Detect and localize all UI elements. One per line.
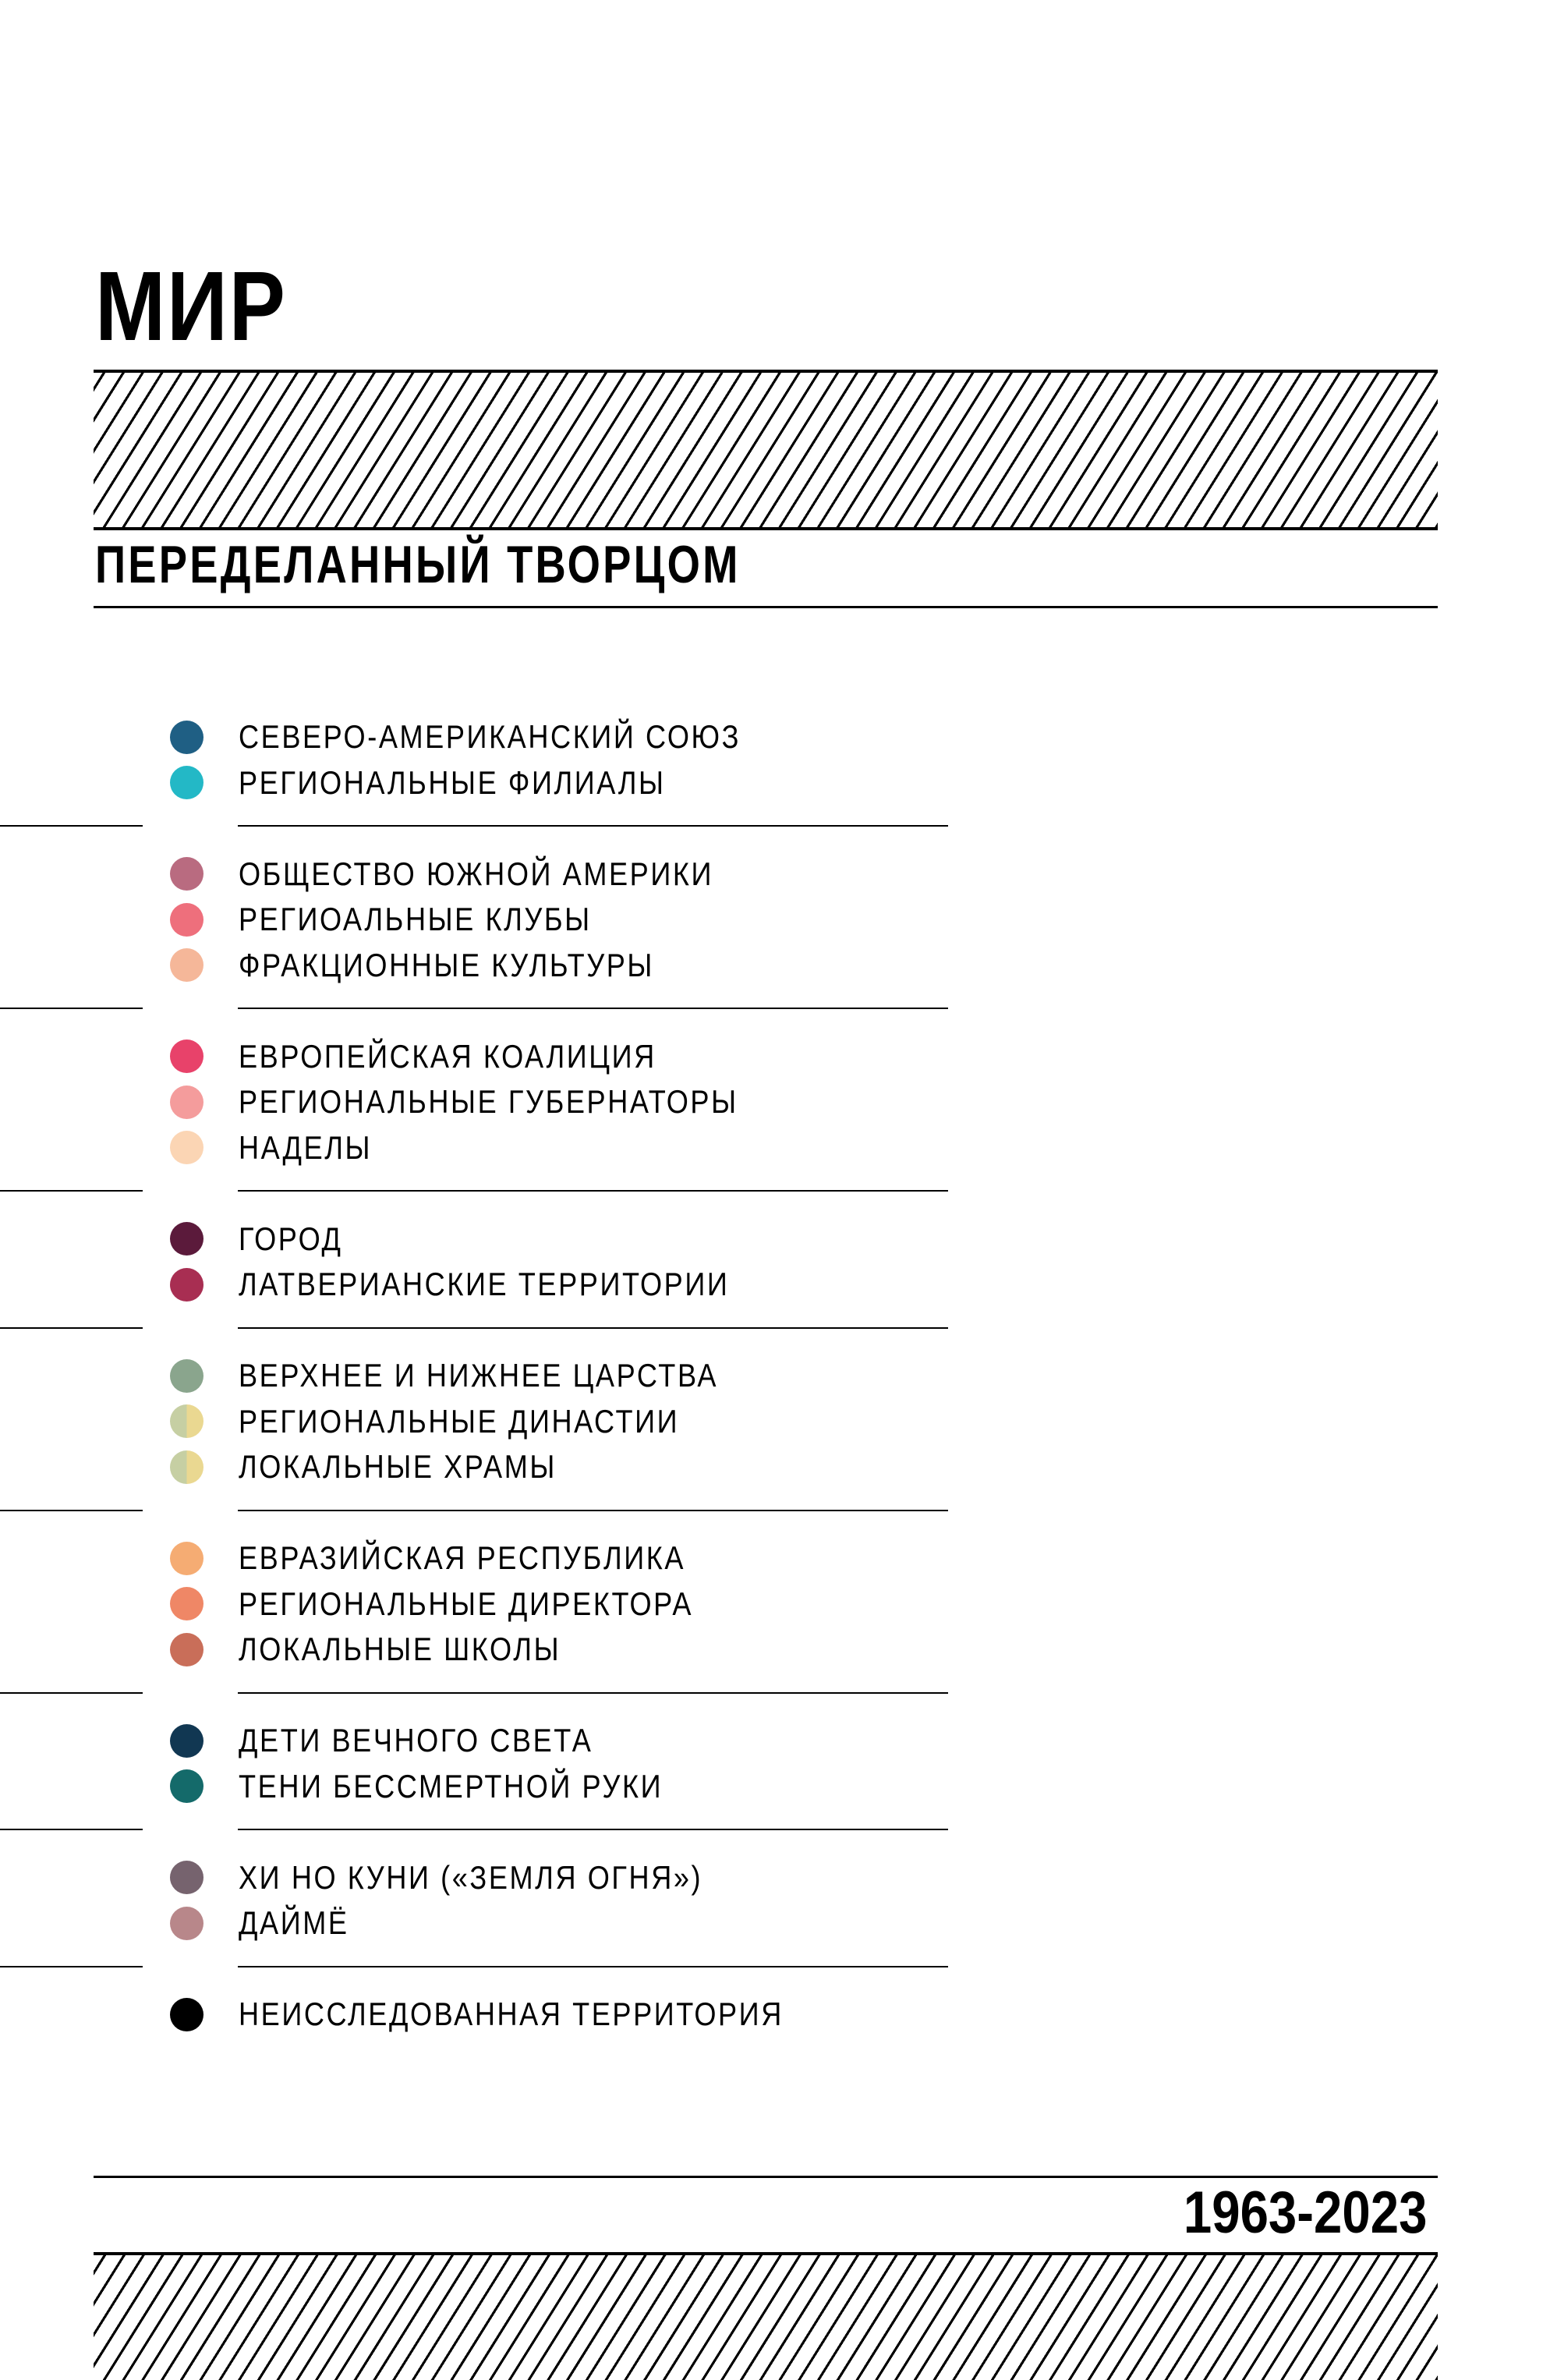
legend-separator-right — [238, 1966, 948, 1967]
legend-swatch — [170, 1039, 203, 1073]
legend-swatch — [170, 1542, 203, 1575]
legend-label: НЕИССЛЕДОВАННАЯ ТЕРРИТОРИЯ — [239, 1996, 784, 2032]
legend-swatch — [170, 1861, 203, 1894]
legend-separator-right — [238, 1692, 948, 1694]
legend-swatch — [170, 1404, 203, 1438]
legend-swatch — [170, 1724, 203, 1758]
years-label: 1963-2023 — [1183, 2180, 1427, 2246]
legend-item — [170, 1356, 796, 1395]
legend-separator-right — [238, 1190, 948, 1192]
legend-separator-left — [0, 1966, 143, 1967]
legend-item — [170, 717, 823, 756]
years-rule — [94, 2176, 1438, 2178]
legend-separator-right — [238, 1829, 948, 1830]
legend-swatch — [170, 1450, 203, 1484]
page-title: МИР — [95, 251, 287, 361]
legend-label: ТЕНИ БЕССМЕРТНОЙ РУКИ — [239, 1767, 664, 1804]
legend-separator-right — [238, 825, 948, 827]
legend-item — [170, 763, 735, 802]
legend-label: СЕВЕРО-АМЕРИКАНСКИЙ СОЮЗ — [239, 718, 741, 755]
legend-label: РЕГИОНАЛЬНЫЕ ФИЛИАЛЫ — [239, 763, 666, 801]
legend-item — [170, 1447, 608, 1486]
legend-separator-left — [0, 825, 143, 827]
legend-swatch — [170, 1907, 203, 1940]
legend-swatch — [170, 1268, 203, 1302]
legend-label: ЛОКАЛЬНЫЕ ШКОЛЫ — [239, 1631, 561, 1667]
legend-item — [170, 946, 722, 985]
legend-label: ДАЙМЁ — [239, 1904, 349, 1941]
legend-separator-left — [0, 1190, 143, 1192]
legend-swatch — [170, 948, 203, 982]
legend-label: ДЕТИ ВЕЧНОГО СВЕТА — [239, 1722, 593, 1758]
legend-swatch — [170, 1998, 203, 2031]
legend-label: ЛОКАЛЬНЫЕ ХРАМЫ — [239, 1448, 557, 1485]
legend-item — [170, 1904, 367, 1943]
legend-label: ГОРОД — [239, 1220, 343, 1257]
legend-separator-right — [238, 1008, 948, 1009]
legend-label: ЕВРАЗИЙСКАЯ РЕСПУБЛИКА — [239, 1539, 686, 1576]
legend-label: ЛАТВЕРИАНСКИЕ ТЕРРИТОРИИ — [239, 1266, 730, 1302]
legend-separator-right — [238, 1327, 948, 1329]
legend-separator-right — [238, 1510, 948, 1511]
legend-item — [170, 1037, 724, 1076]
legend-swatch — [170, 1359, 203, 1393]
legend-swatch — [170, 721, 203, 754]
legend-label: ФРАКЦИОННЫЕ КУЛЬТУРЫ — [239, 946, 654, 983]
legend-item — [170, 1220, 359, 1259]
legend-separator-left — [0, 1510, 143, 1511]
legend-item — [170, 1767, 732, 1806]
legend-swatch — [170, 857, 203, 891]
legend-label: РЕГИОАЛЬНЫЕ КЛУБЫ — [239, 901, 592, 937]
legend-swatch — [170, 1587, 203, 1620]
legend-item — [170, 1721, 650, 1760]
legend-separator-left — [0, 1829, 143, 1830]
legend-item — [170, 1128, 394, 1167]
legend-item — [170, 1630, 613, 1669]
hatch-band-top — [94, 370, 1438, 530]
legend-separator-left — [0, 1008, 143, 1009]
legend-swatch — [170, 1633, 203, 1666]
legend-item — [170, 1858, 778, 1897]
legend-item — [170, 1995, 872, 2034]
legend-label: ЕВРОПЕЙСКАЯ КОАЛИЦИЯ — [239, 1037, 656, 1075]
legend-swatch — [170, 903, 203, 937]
legend-item — [170, 1265, 809, 1304]
legend-swatch — [170, 1769, 203, 1803]
legend-separator-left — [0, 1692, 143, 1694]
legend-label: РЕГИОНАЛЬНЫЕ ДИРЕКТОРА — [239, 1585, 694, 1622]
legend-item — [170, 855, 791, 894]
legend-swatch — [170, 1086, 203, 1119]
legend-label: РЕГИОНАЛЬНЫЕ ГУБЕРНАТОРЫ — [239, 1083, 738, 1120]
legend-swatch — [170, 766, 203, 799]
legend-item — [170, 1585, 767, 1624]
subtitle-rule — [94, 606, 1438, 608]
legend-item — [170, 1402, 751, 1441]
page-subtitle: ПЕРЕДЕЛАННЫЙ ТВОРЦОМ — [95, 535, 741, 594]
hatch-band-bottom — [94, 2252, 1438, 2380]
legend-item — [170, 1082, 819, 1121]
legend-swatch — [170, 1222, 203, 1256]
legend-label: НАДЕЛЫ — [239, 1128, 373, 1166]
legend-label: ВЕРХНЕЕ И НИЖНЕЕ ЦАРСТВА — [239, 1357, 719, 1394]
legend-item — [170, 900, 649, 939]
legend-separator-left — [0, 1327, 143, 1329]
legend-swatch — [170, 1131, 203, 1164]
legend-label: ОБЩЕСТВО ЮЖНОЙ АМЕРИКИ — [239, 855, 714, 892]
legend-label: ХИ НО КУНИ («ЗЕМЛЯ ОГНЯ») — [239, 1858, 703, 1896]
legend-label: РЕГИОНАЛЬНЫЕ ДИНАСТИИ — [239, 1402, 680, 1440]
legend-item — [170, 1539, 758, 1578]
